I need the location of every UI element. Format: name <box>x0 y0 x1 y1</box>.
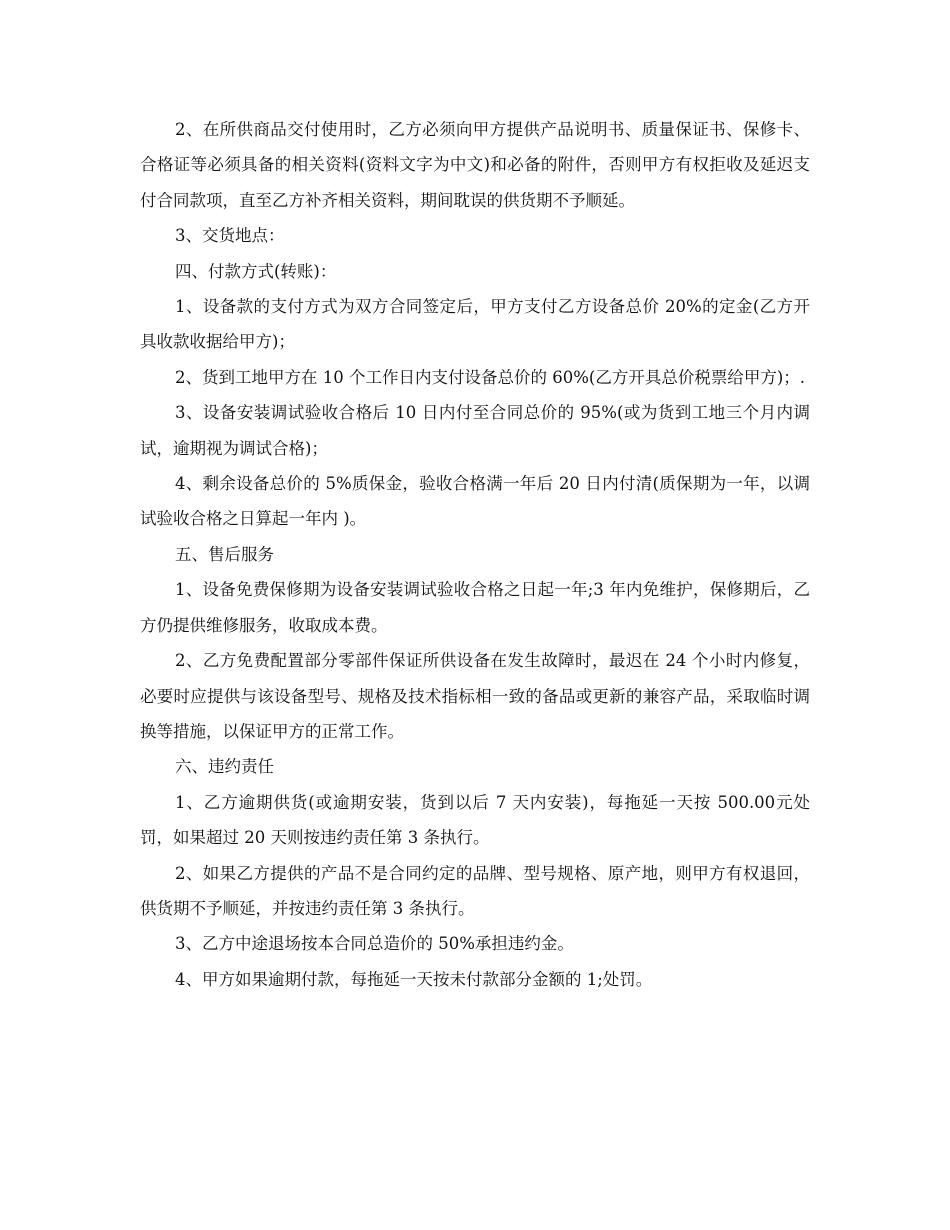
after-sales-clause-1: 1、设备免费保修期为设备安装调试验收合格之日起一年;3 年内免维护，保修期后，乙方仍提供维修服务，收取成本费。 <box>140 580 810 635</box>
breach-clause-4: 4、甲方如果逾期付款，每拖延一天按未付款部分金额的 1;处罚。 <box>175 969 653 989</box>
document-page <box>140 112 810 997</box>
payment-clause-1: 1、设备款的支付方式为双方合同签定后，甲方支付乙方设备总价 20%的定金(乙方开具收款收据给甲方)； <box>140 297 810 352</box>
section-heading-after-sales: 五、售后服务 <box>175 544 274 564</box>
section-heading-payment: 四、付款方式(转账)： <box>175 261 337 281</box>
payment-clause-4: 4、剩余设备总价的 5%质保金，验收合格满一年后 20 日内付清(质保期为一年，以调试验收合格之日算起一年内 )。 <box>140 474 810 529</box>
payment-clause-2: 2、货到工地甲方在 10 个工作日内支付设备总价的 60%(乙方开具总价税票给甲方)；. <box>175 367 806 387</box>
payment-clause-3: 3、设备安装调试验收合格后 10 日内付至合同总价的 95%(或为货到工地三个月内调试，逾期视为调试合格)； <box>140 403 810 458</box>
breach-clause-3: 3、乙方中途退场按本合同总造价的 50%承担违约金。 <box>175 934 574 954</box>
clause-2-delivery-documents: 2、在所供商品交付使用时，乙方必须向甲方提供产品说明书、质量保证书、保修卡、合格证等必须具备的相关资料(资料文字为中文)和必备的附件，否则甲方有权拒收及延迟支付合同款项，直至乙方补齐相关资料，期间耽误的供货期不予顺延。 <box>140 120 810 210</box>
after-sales-clause-2: 2、乙方免费配置部分零部件保证所供设备在发生故障时，最迟在 24 个小时内修复，必要时应提供与该设备型号、规格及技术指标相一致的备品或更新的兼容产品，采取临时调换等措施，以保证甲方的正常工作。 <box>140 651 810 741</box>
breach-clause-2: 2、如果乙方提供的产品不是合同约定的品牌、型号规格、原产地，则甲方有权退回，供货期不予顺延，并按违约责任第 3 条执行。 <box>140 863 810 918</box>
breach-clause-1: 1、乙方逾期供货(或逾期安装，货到以后 7 天内安装)，每拖延一天按 500.00元处罚，如果超过 20 天则按违约责任第 3 条执行。 <box>140 792 810 848</box>
clause-3-delivery-location: 3、交货地点： <box>175 226 285 246</box>
section-heading-breach: 六、违约责任 <box>175 757 274 777</box>
